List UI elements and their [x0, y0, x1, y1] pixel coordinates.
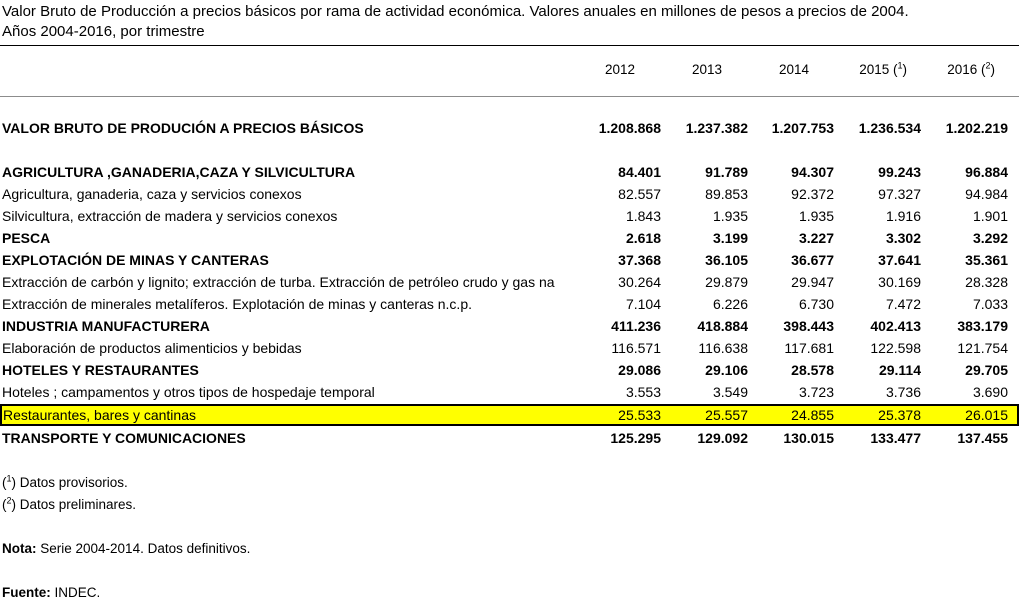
- table-row: [0, 249, 1019, 271]
- table-row: [0, 293, 1019, 315]
- row-value-2012: 125.295: [610, 430, 661, 446]
- row-label: Extracción de carbón y lignito; extracción de turba. Extracción de petróleo crudo y gas na: [2, 274, 555, 290]
- title-line-2: Años 2004-2016, por trimestre: [2, 23, 205, 40]
- row-value-2012: 37.368: [618, 252, 661, 268]
- row-value-2014: 94.307: [791, 164, 834, 180]
- row-value-2013: 29.106: [705, 362, 748, 378]
- row-value-2016: 383.179: [957, 318, 1008, 334]
- row-value-2015: 7.472: [885, 296, 921, 312]
- table-row: [0, 161, 1019, 183]
- row-value-2013: 3.549: [712, 384, 748, 400]
- row-value-2016: 94.984: [965, 186, 1008, 202]
- year-header-2016: 2016 ($^2$): [947, 60, 995, 77]
- table-row: [0, 427, 1019, 449]
- row-value-2014: 36.677: [791, 252, 834, 268]
- row-value-2016: 1.202.219: [945, 120, 1008, 136]
- row-value-2012: 30.264: [618, 274, 661, 290]
- note-text: Nota: Serie 2004-2014. Datos definitivos.: [2, 541, 251, 556]
- row-value-2013: 89.853: [705, 186, 748, 202]
- year-header-2014: 2014: [778, 62, 809, 77]
- row-value-2014: 117.681: [784, 340, 834, 356]
- row-label: VALOR BRUTO DE PRODUCIÓN A PRECIOS BÁSICOS: [2, 120, 364, 136]
- row-value-2012: 2.618: [625, 230, 661, 246]
- row-value-2016: 121.754: [957, 340, 1008, 356]
- row-value-2015: 3.736: [885, 384, 921, 400]
- row-label: EXPLOTACIÓN DE MINAS Y CANTERAS: [2, 252, 269, 268]
- row-value-2014: 3.723: [798, 384, 834, 400]
- row-value-2015: 25.378: [878, 407, 921, 423]
- row-value-2013: 29.879: [705, 274, 748, 290]
- table-row: [0, 227, 1019, 249]
- row-value-2012: 29.086: [618, 362, 661, 378]
- row-value-2012: 1.843: [625, 208, 661, 224]
- row-value-2015: 30.169: [878, 274, 921, 290]
- row-value-2016: 7.033: [972, 296, 1008, 312]
- row-value-2012: 82.557: [618, 186, 661, 202]
- row-value-2012: 7.104: [625, 296, 661, 312]
- row-value-2015: 1.236.534: [858, 120, 921, 136]
- row-value-2014: 1.207.753: [771, 120, 834, 136]
- row-value-2014: 130.015: [783, 430, 834, 446]
- row-label: Hoteles ; campamentos y otros tipos de hospedaje temporal: [2, 384, 375, 400]
- table-row: [0, 381, 1019, 403]
- row-value-2016: 137.455: [957, 430, 1008, 446]
- row-label: Elaboración de productos alimenticios y bebidas: [2, 340, 302, 356]
- table-row: [0, 205, 1019, 227]
- row-label: INDUSTRIA MANUFACTURERA: [2, 318, 210, 334]
- row-value-2016: 96.884: [965, 164, 1008, 180]
- row-value-2015: 122.598: [870, 340, 921, 356]
- row-value-2014: 1.935: [798, 208, 834, 224]
- row-value-2015: 3.302: [885, 230, 921, 246]
- header-bottom-rule: [0, 96, 1019, 97]
- row-value-2015: 1.916: [885, 208, 921, 224]
- row-value-2015: 97.327: [878, 186, 921, 202]
- row-label: Agricultura, ganaderia, caza y servicios conexos: [2, 186, 302, 202]
- row-value-2014: 92.372: [791, 186, 834, 202]
- table-row: [0, 359, 1019, 381]
- row-value-2013: 1.935: [712, 208, 748, 224]
- row-value-2013: 418.884: [697, 318, 748, 334]
- row-value-2013: 6.226: [712, 296, 748, 312]
- row-value-2015: 37.641: [878, 252, 921, 268]
- year-header-2013: 2013: [691, 62, 722, 77]
- footnote-provisional: ($^1$) Datos provisorios.: [2, 473, 128, 490]
- footnote-preliminary: ($^2$) Datos preliminares.: [2, 495, 137, 512]
- row-value-2013: 116.638: [698, 340, 748, 356]
- row-value-2016: 28.328: [965, 274, 1008, 290]
- row-value-2013: 36.105: [705, 252, 748, 268]
- row-value-2014: 6.730: [798, 296, 834, 312]
- row-label: Extracción de minerales metalíferos. Explotación de minas y canteras n.c.p.: [2, 296, 472, 312]
- row-value-2012: 116.571: [611, 340, 661, 356]
- row-value-2016: 3.690: [972, 384, 1008, 400]
- row-value-2016: 1.901: [972, 208, 1008, 224]
- row-value-2013: 3.199: [712, 230, 748, 246]
- year-header-2012: 2012: [604, 62, 635, 77]
- source-text: Fuente: INDEC.: [2, 585, 101, 600]
- row-value-2013: 25.557: [705, 407, 748, 423]
- row-value-2016: 3.292: [972, 230, 1008, 246]
- table-row: [0, 337, 1019, 359]
- table-row: [0, 183, 1019, 205]
- row-value-2013: 91.789: [705, 164, 748, 180]
- row-value-2016: 29.705: [965, 362, 1008, 378]
- year-header-2015: 2015 ($^1$): [859, 60, 907, 77]
- row-value-2016: 35.361: [965, 252, 1008, 268]
- row-label: AGRICULTURA ,GANADERIA,CAZA Y SILVICULTURA: [2, 164, 356, 180]
- row-value-2012: 1.208.868: [598, 120, 661, 136]
- row-label: TRANSPORTE Y COMUNICACIONES: [2, 430, 246, 446]
- row-label: HOTELES Y RESTAURANTES: [2, 362, 199, 378]
- row-value-2012: 411.236: [611, 318, 661, 334]
- row-value-2015: 29.114: [878, 362, 921, 378]
- row-value-2012: 84.401: [618, 164, 661, 180]
- row-value-2013: 129.092: [697, 430, 748, 446]
- row-label: Restaurantes, bares y cantinas: [3, 407, 196, 423]
- row-label: PESCA: [2, 230, 51, 246]
- row-value-2014: 3.227: [798, 230, 834, 246]
- row-value-2015: 402.413: [870, 318, 921, 334]
- row-value-2012: 25.533: [618, 407, 661, 423]
- row-value-2014: 398.443: [783, 318, 834, 334]
- row-value-2013: 1.237.382: [685, 120, 748, 136]
- row-value-2014: 28.578: [791, 362, 834, 378]
- row-label: Silvicultura, extracción de madera y servicios conexos: [2, 208, 338, 224]
- row-value-2014: 24.855: [791, 407, 834, 423]
- row-value-2015: 133.477: [870, 430, 921, 446]
- table-row: [0, 315, 1019, 337]
- row-value-2015: 99.243: [878, 164, 921, 180]
- table-row: [0, 404, 1019, 426]
- row-value-2012: 3.553: [625, 384, 661, 400]
- title-line-1: Valor Bruto de Producción a precios básicos por rama de actividad económica. Valores anuales en millones de pesos a precios de 2004.: [2, 3, 909, 20]
- row-value-2016: 26.015: [965, 407, 1008, 423]
- table-row: [0, 117, 1019, 139]
- table-row: [0, 271, 1019, 293]
- header-top-rule: [0, 45, 1019, 46]
- table-title: [2, 2, 1014, 42]
- row-value-2014: 29.947: [791, 274, 834, 290]
